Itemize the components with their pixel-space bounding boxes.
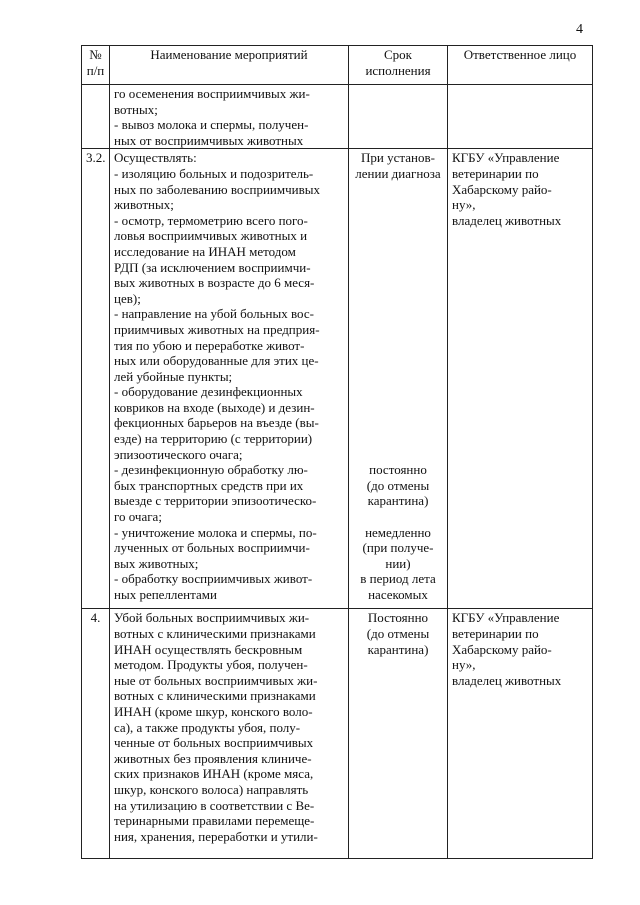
header-term-line: исполнения bbox=[365, 62, 431, 78]
measure-line: выезде с территории эпизоотическо- bbox=[114, 493, 317, 509]
header-num bbox=[82, 46, 110, 85]
term-line bbox=[353, 447, 443, 463]
term-line: в период лета bbox=[360, 571, 436, 587]
term-line bbox=[353, 197, 443, 213]
term-line bbox=[353, 182, 443, 198]
row-number: 3.2. bbox=[82, 149, 110, 609]
responsible-line: ну», bbox=[452, 197, 476, 213]
term-line bbox=[353, 228, 443, 244]
responsible-line: КГБУ «Управление bbox=[452, 150, 560, 166]
table-header-row bbox=[82, 46, 593, 85]
term-line: (при получе- bbox=[362, 540, 434, 556]
measure-line: бых транспортных средств при их bbox=[114, 477, 304, 493]
term-line bbox=[353, 260, 443, 276]
measure-line: вых животных; bbox=[114, 555, 199, 571]
measure-line: - направление на убой больных вос- bbox=[114, 306, 314, 322]
measure-line: го очага; bbox=[114, 509, 162, 525]
measure-line: ковриков на входе (выходе) и дезин- bbox=[114, 399, 315, 415]
term-line: немедленно bbox=[365, 524, 431, 540]
term-line: насекомых bbox=[368, 587, 428, 602]
measure-line: ные от больных восприимчивых жи- bbox=[114, 672, 318, 688]
term-cell bbox=[349, 85, 448, 149]
table-row bbox=[82, 609, 593, 859]
measure-line: - дезинфекционную обработку лю- bbox=[114, 462, 308, 478]
measure-line: - обработку восприимчивых живот- bbox=[114, 571, 313, 587]
measure-line: са), а также продукты убоя, полу- bbox=[114, 719, 301, 735]
responsible-cell bbox=[448, 149, 593, 609]
measure-line: ных от восприимчивых животных bbox=[114, 132, 304, 148]
measure-line: исследование на ИНАН методом bbox=[114, 243, 296, 259]
measures-table bbox=[81, 45, 593, 859]
term-cell bbox=[349, 609, 448, 859]
responsible-line: Хабарскому райо- bbox=[452, 181, 552, 197]
header-responsible: Ответственное лицо bbox=[448, 46, 593, 85]
table-row bbox=[82, 149, 593, 609]
term-line bbox=[353, 291, 443, 307]
measure-line: вотных; bbox=[114, 101, 158, 117]
measure-line: - осмотр, термометрию всего пого- bbox=[114, 212, 308, 228]
measure-line: животных без проявления клиниче- bbox=[114, 750, 312, 766]
measure-line: го осеменения восприимчивых жи- bbox=[114, 86, 310, 101]
measure-line: ных репеллентами bbox=[114, 587, 217, 602]
term-line: постоянно bbox=[369, 462, 427, 478]
header-name: Наименование мероприятий bbox=[110, 46, 349, 85]
responsible-line: ну», bbox=[452, 657, 476, 673]
term-line: карантина) bbox=[367, 493, 429, 509]
measure-line: фекционных барьеров на въезде (вы- bbox=[114, 415, 319, 431]
measure-line: ных по заболеванию восприимчивых bbox=[114, 181, 320, 197]
measure-line: методом. Продукты убоя, получен- bbox=[114, 657, 308, 673]
row-number: 4. bbox=[82, 609, 110, 859]
responsible-line: владелец животных bbox=[452, 212, 562, 228]
measure-line: ния, хранения, переработки и утили- bbox=[114, 828, 318, 844]
term-line: (до отмены bbox=[366, 625, 430, 641]
measure-line: на утилизацию в соответствии с Ве- bbox=[114, 797, 315, 813]
measure-line: лученных от больных восприимчи- bbox=[114, 540, 310, 556]
responsible-line: ветеринарии по bbox=[452, 625, 539, 641]
term-cell bbox=[349, 149, 448, 609]
responsible-line: КГБУ «Управление bbox=[452, 610, 560, 626]
measure-line: Осуществлять: bbox=[114, 150, 197, 166]
term-line bbox=[353, 431, 443, 447]
term-line: Постоянно bbox=[367, 610, 429, 626]
term-line: карантина) bbox=[367, 641, 429, 657]
measure-line: ских признаков ИНАН (кроме мяса, bbox=[114, 766, 314, 782]
measure-line: ИНАН (кроме шкур, конского воло- bbox=[114, 703, 313, 719]
term-line bbox=[353, 338, 443, 354]
term-line bbox=[353, 213, 443, 229]
responsible-line: ветеринарии по bbox=[452, 165, 539, 181]
responsible-line: Хабарскому райо- bbox=[452, 641, 552, 657]
measure-line: - вывоз молока и спермы, получен- bbox=[114, 117, 309, 133]
responsible-cell bbox=[448, 85, 593, 149]
measure-line: лей убойные пункты; bbox=[114, 368, 233, 384]
term-line bbox=[353, 369, 443, 385]
measure-cell bbox=[110, 609, 349, 859]
measure-cell bbox=[110, 85, 349, 149]
measure-line: ных или оборудованные для этих це- bbox=[114, 353, 319, 369]
measure-line: животных; bbox=[114, 197, 174, 213]
page-number: 4 bbox=[576, 22, 583, 37]
term-line: лении диагноза bbox=[355, 165, 441, 181]
measure-line: вотных с клиническими признаками bbox=[114, 688, 316, 704]
term-line bbox=[353, 244, 443, 260]
term-line: (до отмены bbox=[366, 477, 430, 493]
table-row bbox=[82, 85, 593, 149]
measure-line: - изоляцию больных и подозритель- bbox=[114, 165, 314, 181]
measure-line: вотных с клиническими признаками bbox=[114, 625, 316, 641]
term-line bbox=[353, 306, 443, 322]
measure-line: - оборудование дезинфекционных bbox=[114, 384, 303, 400]
measure-line: езде) на территорию (с территории) bbox=[114, 431, 313, 447]
term-line bbox=[353, 275, 443, 291]
header-num-line: п/п bbox=[86, 62, 105, 78]
responsible-line: владелец животных bbox=[452, 672, 562, 688]
row-number bbox=[82, 85, 110, 149]
term-line bbox=[353, 509, 443, 525]
measure-cell bbox=[110, 149, 349, 609]
measure-line: тия по убою и переработке живот- bbox=[114, 337, 305, 353]
header-term-line: Срок bbox=[384, 47, 412, 62]
measure-line: ченные от больных восприимчивых bbox=[114, 735, 314, 751]
measure-line: приимчивых животных на предприя- bbox=[114, 321, 320, 337]
term-line bbox=[353, 322, 443, 338]
term-line: При установ- bbox=[361, 150, 435, 166]
term-line bbox=[353, 415, 443, 431]
header-term bbox=[349, 46, 448, 85]
measure-line: РДП (за исключением восприимчи- bbox=[114, 259, 311, 275]
measure-line: теринарными правилами перемеще- bbox=[114, 813, 315, 829]
measure-line: Убой больных восприимчивых жи- bbox=[114, 610, 310, 626]
measure-line: шкур, конского волоса) направлять bbox=[114, 781, 309, 797]
measure-line: цев); bbox=[114, 290, 141, 306]
measure-line: вых животных в возрасте до 6 меся- bbox=[114, 275, 315, 291]
header-num-line: № bbox=[89, 47, 102, 62]
measure-line: ловья восприимчивых животных и bbox=[114, 228, 308, 244]
term-line bbox=[353, 353, 443, 369]
measure-line: эпизоотического очага; bbox=[114, 446, 243, 462]
responsible-cell bbox=[448, 609, 593, 859]
term-line: нии) bbox=[385, 555, 411, 571]
measure-line: - уничтожение молока и спермы, по- bbox=[114, 524, 317, 540]
term-line bbox=[353, 400, 443, 416]
measure-line: ИНАН осуществлять бескровным bbox=[114, 641, 303, 657]
term-line bbox=[353, 384, 443, 400]
